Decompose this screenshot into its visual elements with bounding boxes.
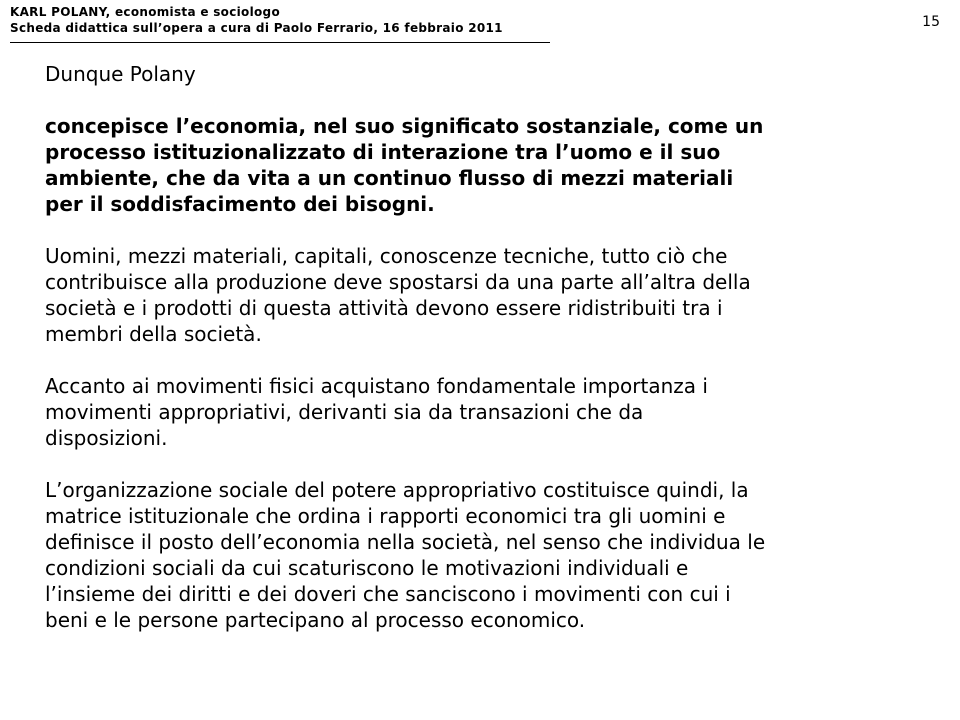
appropriative-paragraph <box>45 373 925 451</box>
movement-line: società e i prodotti di questa attività devono essere ridistribuiti tra i <box>45 296 723 320</box>
header-divider <box>10 42 550 43</box>
organization-line: l’insieme dei diritti e dei doveri che sanciscono i movimenti con cui i <box>45 582 731 606</box>
organization-line: matrice istituzionale che ordina i rapporti economici tra gli uomini e <box>45 504 726 528</box>
header-title: KARL POLANY, economista e sociologo <box>10 5 280 19</box>
appropriative-line: movimenti appropriativi, derivanti sia da transazioni che da <box>45 400 644 424</box>
slide-content <box>45 61 925 633</box>
movement-line: membri della società. <box>45 322 262 346</box>
organization-line: definisce il posto dell’economia nella società, nel senso che individua le <box>45 530 766 554</box>
organization-line: condizioni sociali da cui scaturiscono le motivazioni individuali e <box>45 556 689 580</box>
organization-paragraph <box>45 477 925 633</box>
paragraph-gap <box>45 87 925 113</box>
appropriative-line: disposizioni. <box>45 426 168 450</box>
organization-line: beni e le persone partecipano al processo economico. <box>45 608 586 632</box>
paragraph-gap <box>45 347 925 373</box>
paragraph-gap <box>45 217 925 243</box>
document-header <box>10 4 550 36</box>
intro-line: Dunque Polany <box>45 62 196 86</box>
organization-line: L’organizzazione sociale del potere appropriativo costituisce quindi, la <box>45 478 749 502</box>
definition-line: ambiente, che da vita a un continuo flusso di mezzi materiali <box>45 166 734 190</box>
header-subtitle: Scheda didattica sull’opera a cura di Paolo Ferrario, 16 febbraio 2011 <box>10 21 503 35</box>
appropriative-line: Accanto ai movimenti fisici acquistano fondamentale importanza i <box>45 374 708 398</box>
definition-paragraph <box>45 113 925 217</box>
definition-line: per il soddisfacimento dei bisogni. <box>45 192 435 216</box>
definition-line: processo istituzionalizzato di interazione tra l’uomo e il suo <box>45 140 721 164</box>
intro-paragraph <box>45 61 925 87</box>
page-number: 15 <box>922 14 940 30</box>
movement-line: Uomini, mezzi materiali, capitali, conoscenze tecniche, tutto ciò che <box>45 244 728 268</box>
paragraph-gap <box>45 451 925 477</box>
movement-line: contribuisce alla produzione deve spostarsi da una parte all’altra della <box>45 270 751 294</box>
movement-paragraph <box>45 243 925 347</box>
definition-line: concepisce l’economia, nel suo significato sostanziale, come un <box>45 114 764 138</box>
